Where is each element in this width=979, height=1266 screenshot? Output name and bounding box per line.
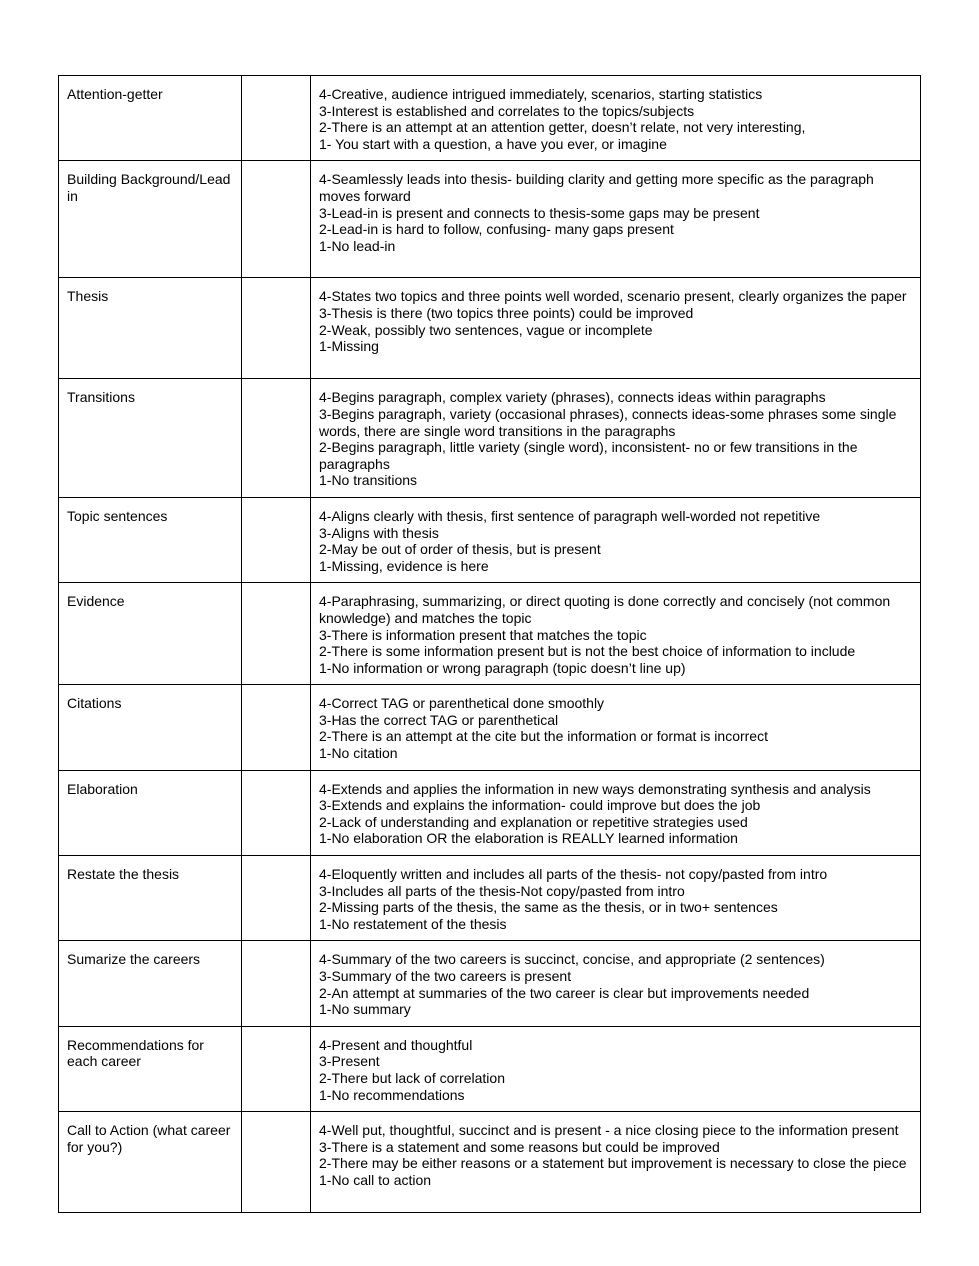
score-level-line: 3-There is information present that matches the topic	[319, 626, 647, 643]
score-level-line: 4-Correct TAG or parenthetical done smoothly	[319, 695, 605, 712]
score-level-line: 1- You start with a question, a have you ever, or imagine	[319, 135, 667, 152]
score-level-line: 2-There is an attempt at an attention getter, doesn’t relate, not very interesting,	[319, 119, 806, 136]
score-level-line: 1-Missing, evidence is here	[319, 557, 489, 574]
score-level-line: 2-There but lack of correlation	[319, 1069, 505, 1086]
criterion-cell: Evidence	[59, 583, 242, 685]
criterion-cell: Thesis	[59, 278, 242, 379]
score-level-line: 2-Lack of understanding and explanation or repetitive strategies used	[319, 813, 748, 830]
description-cell	[311, 685, 921, 770]
score-level-line: 3-Present	[319, 1053, 380, 1070]
score-level-line: 3-Includes all parts of the thesis-Not copy/pasted from intro	[319, 882, 685, 899]
score-level-line: 1-No citation	[319, 745, 398, 762]
rubric-body	[59, 76, 921, 1213]
criterion-cell: Building Background/Lead in	[59, 161, 242, 278]
score-cell[interactable]	[242, 941, 311, 1026]
score-cell[interactable]	[242, 770, 311, 855]
description-cell	[311, 497, 921, 582]
score-level-line: 3-Has the correct TAG or parenthetical	[319, 711, 559, 728]
score-level-line: 4-States two topics and three points well worded, scenario present, clearly organizes the paper	[319, 288, 907, 305]
score-cell[interactable]	[242, 685, 311, 770]
rubric-row	[59, 379, 921, 498]
criterion-cell: Elaboration	[59, 770, 242, 855]
score-level-line: 1-No transitions	[319, 472, 418, 489]
score-level-line: 3-Extends and explains the information- could improve but does the job	[319, 797, 761, 814]
description-cell	[311, 278, 921, 379]
criterion-cell: Attention-getter	[59, 76, 242, 161]
rubric-table	[58, 75, 921, 1213]
score-level-line: 2-There may be either reasons or a statement but improvement is necessary to close the piece	[319, 1155, 907, 1172]
score-level-line: 2-Missing parts of the thesis, the same as the thesis, or in two+ sentences	[319, 899, 778, 916]
score-level-line: 3-Lead-in is present and connects to thesis-some gaps may be present	[319, 204, 760, 221]
description-cell	[311, 583, 921, 685]
rubric-row	[59, 161, 921, 278]
description-cell	[311, 941, 921, 1026]
rubric-row	[59, 76, 921, 161]
score-level-line: 4-Eloquently written and includes all parts of the thesis- not copy/pasted from intro	[319, 866, 828, 883]
score-level-line: 3-Aligns with thesis	[319, 524, 439, 541]
score-cell[interactable]	[242, 583, 311, 685]
description-cell	[311, 770, 921, 855]
score-cell[interactable]	[242, 1112, 311, 1213]
description-cell	[311, 76, 921, 161]
score-cell[interactable]	[242, 856, 311, 941]
score-cell[interactable]	[242, 278, 311, 379]
score-level-line: 1-No summary	[319, 1001, 411, 1018]
rubric-row	[59, 941, 921, 1026]
score-cell[interactable]	[242, 379, 311, 498]
score-level-line: 4-Seamlessly leads into thesis- building clarity and getting more specific as the paragraph moves forward	[319, 171, 874, 204]
score-level-line: 4-Aligns clearly with thesis, first sentence of paragraph well-worded not repetitive	[319, 507, 821, 524]
score-level-line: 2-There is some information present but is not the best choice of information to include	[319, 643, 856, 660]
rubric-row	[59, 497, 921, 582]
rubric-row	[59, 770, 921, 855]
score-level-line: 3-There is a statement and some reasons but could be improved	[319, 1138, 720, 1155]
score-level-line: 2-Weak, possibly two sentences, vague or incomplete	[319, 321, 653, 338]
score-level-line: 4-Well put, thoughtful, succinct and is present - a nice closing piece to the information present	[319, 1122, 899, 1139]
description-cell	[311, 1112, 921, 1213]
rubric-row	[59, 1026, 921, 1111]
criterion-cell: Transitions	[59, 379, 242, 498]
rubric-row	[59, 1112, 921, 1213]
score-level-line: 1-No information or wrong paragraph (topic doesn’t line up)	[319, 659, 686, 676]
description-cell	[311, 161, 921, 278]
criterion-cell: Sumarize the careers	[59, 941, 242, 1026]
rubric-row	[59, 278, 921, 379]
score-level-line: 1-No recommendations	[319, 1086, 465, 1103]
criterion-cell: Citations	[59, 685, 242, 770]
description-cell	[311, 379, 921, 498]
score-level-line: 2-Lead-in is hard to follow, confusing- many gaps present	[319, 221, 674, 238]
criterion-cell: Restate the thesis	[59, 856, 242, 941]
score-level-line: 3-Begins paragraph, variety (occasional phrases), connects ideas-some phrases some single words, there are single word transitions in the paragraphs	[319, 405, 897, 439]
criterion-cell: Call to Action (what career for you?)	[59, 1112, 242, 1213]
score-cell[interactable]	[242, 161, 311, 278]
score-level-line: 3-Thesis is there (two topics three points) could be improved	[319, 304, 694, 321]
criterion-cell: Recommendations for each career	[59, 1026, 242, 1111]
score-level-line: 1-Missing	[319, 338, 379, 355]
score-cell[interactable]	[242, 76, 311, 161]
score-level-line: 4-Creative, audience intrigued immediately, scenarios, starting statistics	[319, 86, 763, 102]
score-level-line: 1-No call to action	[319, 1171, 432, 1188]
description-cell	[311, 856, 921, 941]
rubric-row	[59, 583, 921, 685]
score-level-line: 3-Interest is established and correlates to the topics/subjects	[319, 102, 695, 119]
score-level-line: 4-Summary of the two careers is succinct, concise, and appropriate (2 sentences)	[319, 951, 825, 968]
criterion-cell: Topic sentences	[59, 497, 242, 582]
score-level-line: 2-There is an attempt at the cite but the information or format is incorrect	[319, 728, 768, 745]
score-level-line: 4-Begins paragraph, complex variety (phrases), connects ideas within paragraphs	[319, 389, 826, 406]
rubric-row	[59, 685, 921, 770]
score-level-line: 1-No elaboration OR the elaboration is REALLY learned information	[319, 830, 738, 847]
score-level-line: 1-No restatement of the thesis	[319, 915, 507, 932]
description-cell	[311, 1026, 921, 1111]
score-level-line: 3-Summary of the two careers is present	[319, 968, 572, 984]
score-level-line: 4-Extends and applies the information in new ways demonstrating synthesis and analysis	[319, 780, 871, 797]
score-cell[interactable]	[242, 497, 311, 582]
score-cell[interactable]	[242, 1026, 311, 1111]
score-level-line: 1-No lead-in	[319, 237, 396, 254]
score-level-line: 2-May be out of order of thesis, but is present	[319, 541, 601, 558]
score-level-line: 2-Begins paragraph, little variety (single word), inconsistent- no or few transitions in the paragraphs	[319, 439, 858, 472]
score-level-line: 4-Paraphrasing, summarizing, or direct quoting is done correctly and concisely (not common knowledge) and matches the topic	[319, 593, 891, 626]
rubric-row	[59, 856, 921, 941]
score-level-line: 4-Present and thoughtful	[319, 1036, 473, 1053]
score-level-line: 2-An attempt at summaries of the two career is clear but improvements needed	[319, 984, 810, 1001]
